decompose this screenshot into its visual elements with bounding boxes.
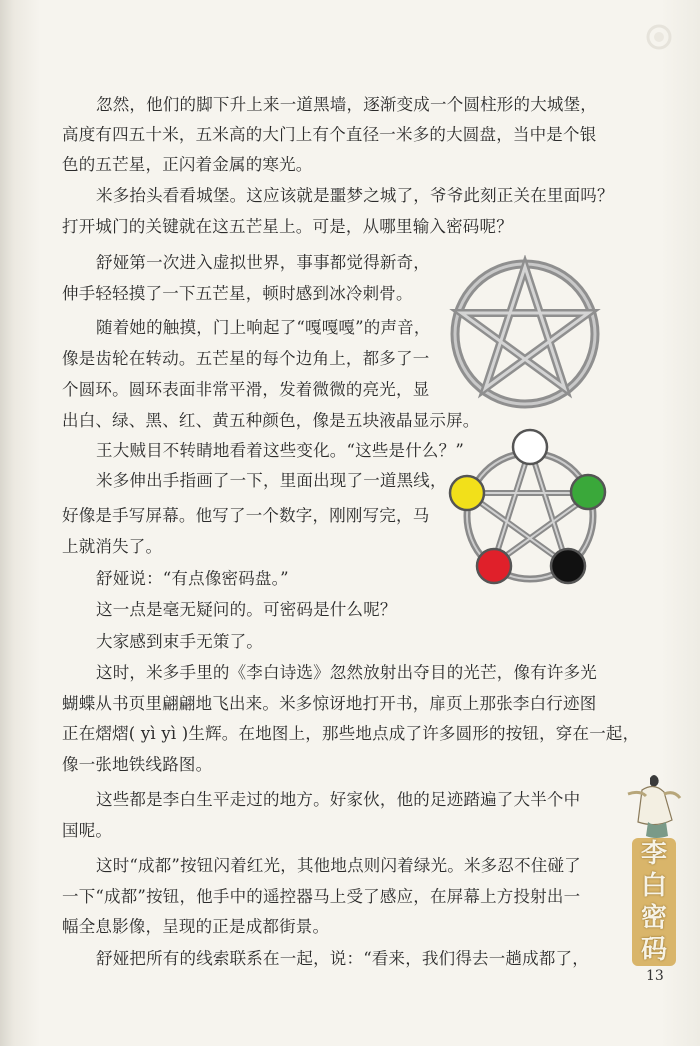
text-line: 打开城门的关键就在这五芒星上。可是，从哪里输入密码呢？ [62,217,513,236]
text-line: 这一点是毫无疑问的。可密码是什么呢？ [96,600,397,619]
text-line: 个圆环。圆环表面非常平滑，发着微微的亮光，显 [62,380,430,399]
pentagram-color-rings-figure [446,426,612,588]
text-line: 这些都是李白生平走过的地方。好家伙，他的足迹踏遍了大半个中 [96,790,581,809]
logo-char: 密 [640,903,667,933]
text-line: 大家感到束手无策了。 [96,632,263,651]
text-line: 舒娅第一次进入虚拟世界，事事都觉得新奇， [96,253,430,272]
series-logo [632,838,676,966]
text-line: 出白、绿、黑、红、黄五种颜色，像是五块液晶显示屏。 [62,411,480,430]
text-line: 伸手轻轻摸了一下五芒星，顿时感到冰冷刺骨。 [62,284,413,303]
yellow-ring [450,476,484,510]
text-line: 国呢。 [62,821,113,840]
text-line: 色的五芒星，正闪着金属的寒光。 [62,155,313,174]
black-ring [551,549,585,583]
text-line: 正在熠熠( yì yì )生辉。在地图上，那些地点成了许多圆形的按钮，穿在一起， [62,724,640,743]
red-ring [477,549,511,583]
logo-char: 码 [640,935,667,965]
text-line: 这时，米多手里的《李白诗选》忽然放射出夺目的光芒，像有许多光 [96,663,597,682]
text-line: 像是齿轮在转动。五芒星的每个边角上，都多了一 [62,349,430,368]
text-line: 高度有四五十米，五米高的大门上有个直径一米多的大圆盘，当中是个银 [62,125,597,144]
text-line: 随着她的触摸，门上响起了“嘎嘎嘎”的声音， [96,318,431,337]
text-line: 上就消失了。 [62,537,163,556]
text-line: 像一张地铁线路图。 [62,755,213,774]
text-line: 一下“成都”按钮，他手中的遥控器马上受了感应，在屏幕上方投射出一 [62,887,581,906]
text-line: 米多伸出手指画了一下，里面出现了一道黑线， [96,471,447,490]
green-ring [571,475,605,509]
white-ring [513,430,547,464]
text-line: 这时“成都”按钮闪着红光，其他地点则闪着绿光。米多忍不住碰了 [96,856,581,875]
text-line: 忽然，他们的脚下升上来一道黑墙，逐渐变成一个圆柱形的大城堡， [96,95,597,114]
pentagram-circle-figure [446,255,604,413]
text-line: 蝴蝶从书页里翩翩地飞出来。米多惊讶地打开书，扉页上那张李白行迹图 [62,694,597,713]
text-line: 米多抬头看看城堡。这应该就是噩梦之城了，爷爷此刻正关在里面吗？ [96,186,614,205]
sage-figure-icon [620,768,684,840]
text-line: 舒娅说：“有点像密码盘。” [96,569,289,588]
logo-char: 李 [640,839,667,869]
text-line: 舒娅把所有的线索联系在一起，说：“看来，我们得去一趟成都了， [96,949,589,968]
text-line: 王大贼目不转睛地看着这些变化。“这些是什么？” [96,441,464,460]
text-line: 好像是手写屏幕。他写了一个数字，刚刚写完，马 [62,506,430,525]
corner-watermark-icon [642,22,676,52]
logo-char: 白 [640,871,667,901]
page-number: 13 [646,968,664,984]
text-line: 幅全息影像，呈现的正是成都街景。 [62,917,330,936]
